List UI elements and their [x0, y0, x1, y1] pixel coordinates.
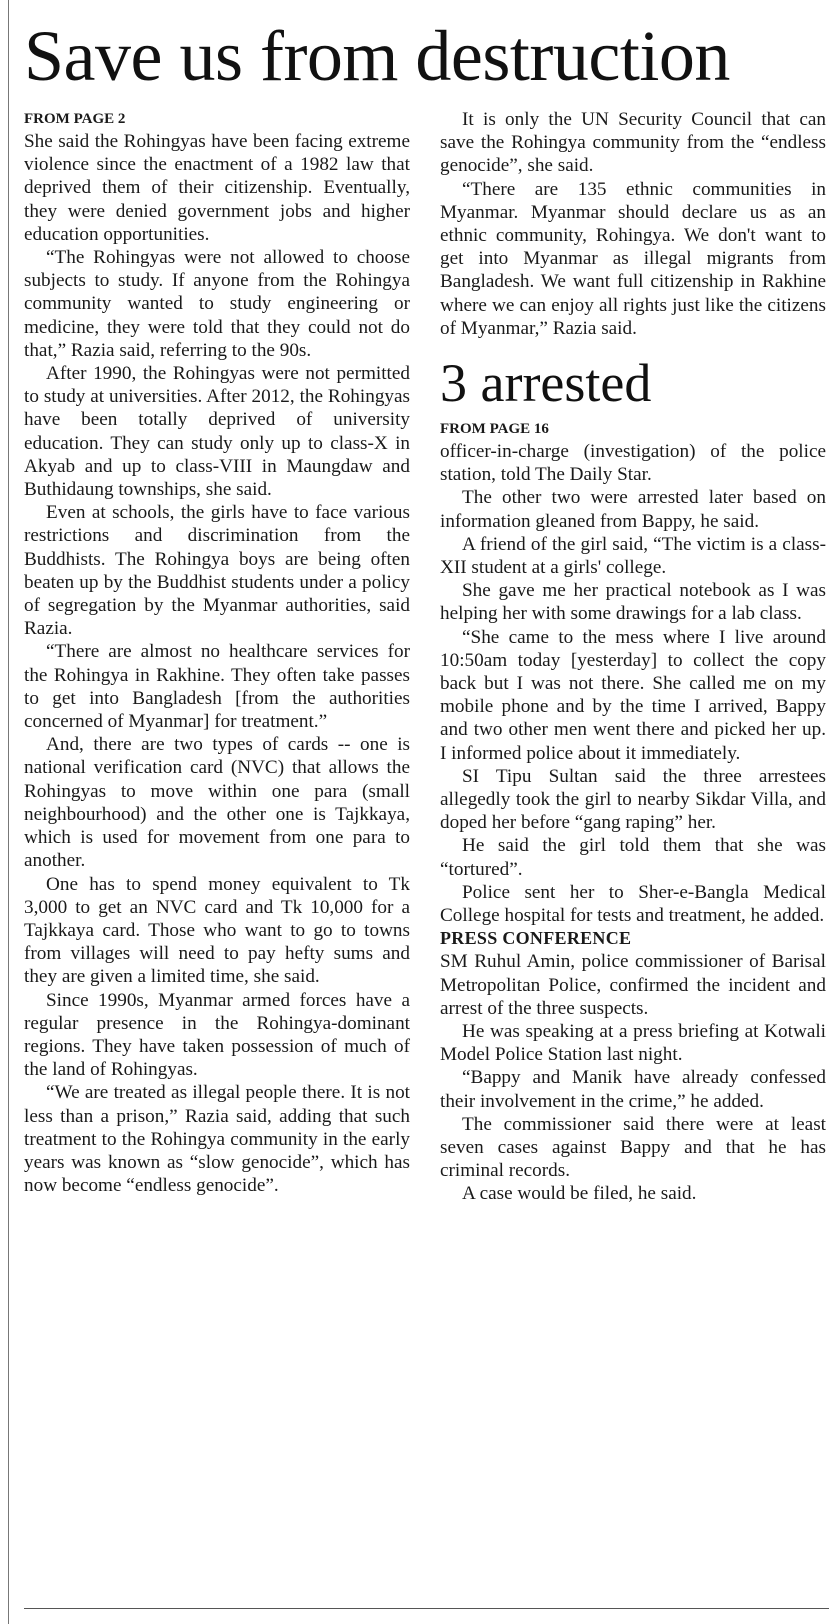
article-paragraph: Police sent her to Sher-e-Bangla Medical College hospital for tests and treatment, he added.: [440, 881, 826, 927]
headline-save-us: Save us from destruction: [24, 16, 730, 96]
article-paragraph: SM Ruhul Amin, police commissioner of Barisal Metropolitan Police, confirmed the incident and arrest of the three suspects.: [440, 951, 826, 1019]
article-paragraph: After 1990, the Rohingyas were not permitted to study at universities. After 2012, the Rohingyas have been totally deprived of university education. They can study only up to class-X in Akyab and up to class-VIII in Maungdaw and Buthidaung townships, she said.: [24, 363, 410, 501]
page-margin-rule: [8, 0, 9, 1624]
article-paragraph: A case would be filed, he said.: [462, 1183, 697, 1205]
newspaper-page: [24, 0, 829, 1624]
article-paragraph: Since 1990s, Myanmar armed forces have a regular presence in the Rohingya-dominant regions. They have taken possession of much of the land of Rohingyas.: [24, 989, 410, 1081]
article-paragraph: officer-in-charge (investigation) of the police station, told The Daily Star.: [440, 441, 826, 486]
article-paragraph: “There are almost no healthcare services for the Rohingya in Rakhine. They often take passes to get into Bangladesh [from the authorities concerned of Myanmar] for treatment.”: [24, 641, 410, 733]
article-paragraph: “There are 135 ethnic communities in Myanmar. Myanmar should declare us as an ethnic community, Rohingya. We don't want to get into Myanmar as illegal migrants from Bangladesh. We want full citizenship in Rakhine where we can enjoy all rights just like the citizens of Myanmar,” Razia said.: [440, 178, 826, 339]
section-heading-press-conference: PRESS CONFERENCE: [440, 928, 632, 949]
article-paragraph: She said the Rohingyas have been facing extreme violence since the enactment of a 1982 law that deprived them of their citizenship. Eventually, they were denied government jobs and higher education opportunities.: [24, 131, 410, 245]
article-paragraph: And, there are two types of cards -- one is national verification card (NVC) that allows the Rohingyas to move within one para (small neighbourhood) and the other one is Tajkkaya, which is used for movement from one para to another.: [24, 734, 410, 872]
article-paragraph: “The Rohingyas were not allowed to choose subjects to study. If anyone from the Rohingya community wanted to study engineering or medicine, they were told that they could not do that,” Razia said, referring to the 90s.: [24, 247, 410, 361]
page-bottom-rule: [24, 1608, 829, 1609]
jump-label-page-2: FROM PAGE 2: [24, 111, 126, 127]
article-paragraph: It is only the UN Security Council that can save the Rohingya community from the “endless genocide”, she said.: [440, 109, 826, 177]
article-column-left: [24, 108, 410, 1197]
article-paragraph: “Bappy and Manik have already confessed their involvement in the crime,” he added.: [440, 1067, 826, 1112]
article-paragraph: She gave me her practical notebook as I was helping her with some drawings for a lab class.: [440, 580, 826, 625]
headline-3-arrested: 3 arrested: [440, 353, 652, 414]
jump-label-page-16: FROM PAGE 16: [440, 421, 549, 438]
article-paragraph: The commissioner said there were at least seven cases against Bappy and that he has criminal records.: [440, 1113, 826, 1182]
article-column-right: [440, 108, 826, 1206]
article-paragraph: The other two were arrested later based on information gleaned from Bappy, he said.: [440, 487, 826, 532]
article-paragraph: “She came to the mess where I live around 10:50am today [yesterday] to collect the copy back but I was not there. She called me on my mobile phone and by the time I arrived, Bappy and two other men went there and picked her up. I informed police about it immediately.: [440, 626, 826, 764]
article-paragraph: He said the girl told them that she was “tortured”.: [440, 835, 826, 880]
article-paragraph: A friend of the girl said, “The victim is a class-XII student at a girls' college.: [440, 533, 826, 579]
article-paragraph: SI Tipu Sultan said the three arrestees allegedly took the girl to nearby Sikdar Villa, and doped her before “gang raping” her.: [440, 765, 826, 834]
article-paragraph: Even at schools, the girls have to face various restrictions and discrimination from the Buddhists. The Rohingya boys are being often beaten up by the Buddhist students under a policy of segregation by the Myanmar authorities, said Razia.: [24, 502, 410, 640]
article-paragraph: One has to spend money equivalent to Tk 3,000 to get an NVC card and Tk 10,000 for a Tajkkaya card. Those who want to go to towns from villages will need to pay hefty sums and they are given a limited time, she said.: [24, 873, 410, 988]
article-paragraph: “We are treated as illegal people there. It is not less than a prison,” Razia said, adding that such treatment to the Rohingya community in the early years was known as “slow genocide”, which has now become “endless genocide”.: [24, 1082, 410, 1197]
article-paragraph: He was speaking at a press briefing at Kotwali Model Police Station last night.: [440, 1020, 826, 1066]
